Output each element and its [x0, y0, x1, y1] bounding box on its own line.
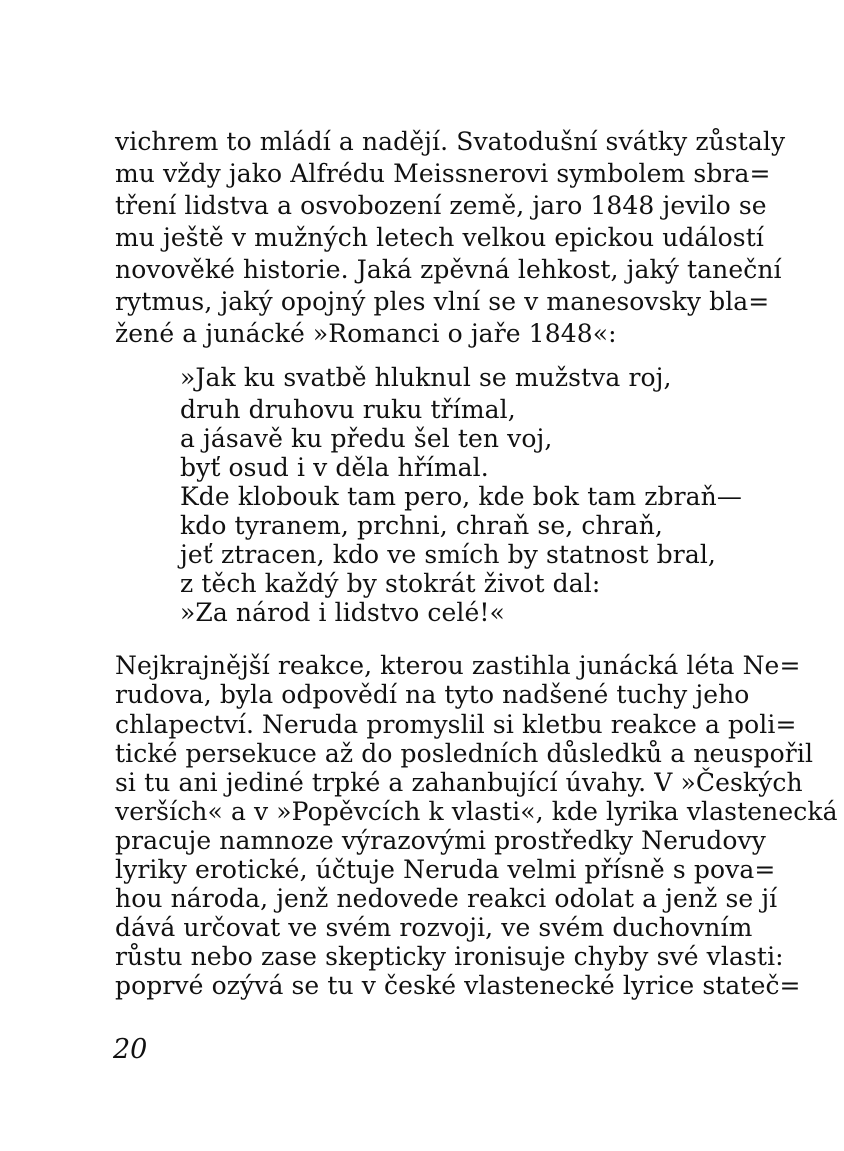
page-number: 20: [113, 1034, 148, 1065]
paragraph2-line: verších« a v »Popěvcích k vlasti«, kde lyrika vlastenecká: [115, 797, 838, 826]
verse-line: »Za národ i lidstvo celé!«: [180, 598, 505, 627]
verse-line: z těch každý by stokrát život dal:: [180, 569, 601, 598]
paragraph1-line: tření lidstva a osvobození země, jaro 1848 jevilo se: [115, 191, 767, 220]
paragraph2-line: tické persekuce až do posledních důsledků a neuspořil: [115, 739, 814, 768]
verse-line: druh druhovu ruku třímal,: [180, 395, 516, 424]
paragraph2-line: poprvé ozývá se tu v české vlastenecké lyrice stateč=: [115, 971, 801, 1000]
verse-line: a jásavě ku předu šel ten voj,: [180, 424, 553, 453]
paragraph2-line: hou národa, jenž nedovede reakci odolat a jenž se jí: [115, 884, 778, 913]
paragraph2-line: pracuje namnoze výrazovými prostředky Nerudovy: [115, 826, 766, 855]
paragraph1-line: mu vždy jako Alfrédu Meissnerovi symbolem sbra=: [115, 159, 771, 188]
paragraph1-line: vichrem to mládí a nadějí. Svatodušní svátky zůstaly: [115, 127, 786, 156]
paragraph2-line: rudova, byla odpovědí na tyto nadšené tuchy jeho: [115, 680, 750, 709]
paragraph1-line: novověké historie. Jaká zpěvná lehkost, jaký taneční: [115, 255, 782, 284]
verse-line: byť osud i v děla hřímal.: [180, 453, 489, 482]
paragraph2-line: růstu nebo zase skepticky ironisuje chyby své vlasti:: [115, 942, 784, 971]
paragraph1-line: žené a junácké »Romanci o jaře 1848«:: [115, 319, 617, 348]
paragraph2-line: dává určovat ve svém rozvoji, ve svém duchovním: [115, 913, 753, 942]
paragraph2-line: lyriky erotické, účtuje Neruda velmi přísně s pova=: [115, 855, 776, 884]
verse-line: jeť ztracen, kdo ve smích by statnost bral,: [180, 540, 716, 569]
paragraph1-line: rytmus, jaký opojný ples vlní se v manesovsky bla=: [115, 287, 770, 316]
paragraph2-line: si tu ani jediné trpké a zahanbující úvahy. V »Českých: [115, 768, 803, 797]
paragraph1-line: mu ještě v mužných letech velkou epickou událostí: [115, 223, 764, 252]
verse-line: Kde klobouk tam pero, kde bok tam zbraň—: [180, 482, 742, 511]
paragraph2-line: chlapectví. Neruda promyslil si kletbu reakce a poli=: [115, 710, 797, 739]
paragraph2-line: Nejkrajnější reakce, kterou zastihla junácká léta Ne=: [115, 651, 801, 680]
verse-line: kdo tyranem, prchni, chraň se, chraň,: [180, 511, 663, 540]
verse-line: »Jak ku svatbě hluknul se mužstva roj,: [180, 363, 672, 392]
